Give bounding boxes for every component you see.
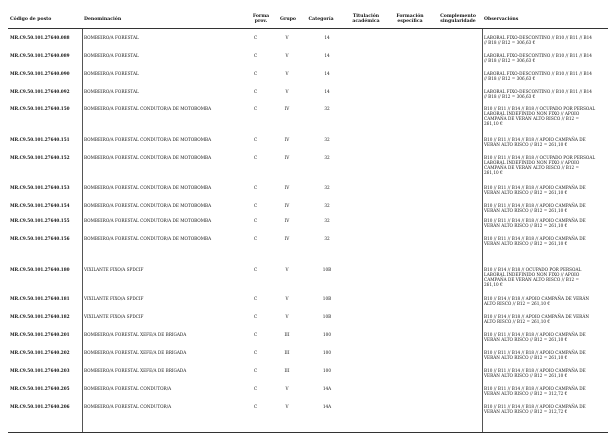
observation-line: 261,10 €: [484, 170, 503, 176]
post-denomination: BOMBEIRO/A FORESTAL XEFE/A DE BRIGADA: [84, 368, 187, 373]
post-observations: [484, 185, 608, 195]
post-group: V: [285, 89, 289, 94]
post-observations: [484, 53, 608, 63]
post-provision-form: C: [254, 236, 258, 241]
post-category: 100: [323, 332, 331, 337]
post-category: 32: [324, 106, 330, 111]
observation-line: B10 // B11 // B14 // B18 // APOIO CAMPAÑA DE: [484, 236, 586, 241]
post-denomination: BOMBEIRO/A FORESTAL CONDUTOR/A DE MOTOBOMBA: [84, 236, 212, 241]
post-code: MR.C9.50.101.27640.089: [10, 53, 70, 58]
header-codigo: Código de posto: [10, 17, 52, 22]
header-rule: [8, 28, 608, 29]
post-code: MR.C9.50.101.27640.206: [10, 404, 70, 409]
header-formacion-line1: Formación: [396, 14, 424, 19]
post-observations: [484, 236, 608, 246]
post-observations: [484, 203, 608, 213]
post-category: 10B: [322, 296, 332, 301]
post-code: MR.C9.50.101.27640.205: [10, 386, 70, 391]
post-observations: [484, 267, 608, 287]
observation-line: LABORAL INDEFINIDO NON FIXO // APOIO: [484, 272, 580, 278]
post-observations: [484, 106, 608, 126]
header-titulacion: [352, 14, 379, 24]
post-provision-form: C: [254, 155, 258, 160]
post-denomination: VIXILANTE FIXO/A SPDCIF: [84, 296, 144, 301]
header-titulacion-line1: Titulación: [352, 14, 380, 19]
post-observations: [484, 332, 608, 342]
post-category: 32: [324, 185, 330, 190]
post-observations: [484, 35, 608, 45]
post-observations: [484, 368, 608, 378]
post-category: 100: [323, 368, 331, 373]
post-group: V: [285, 53, 289, 58]
post-denomination: BOMBEIRO/A FORESTAL CONDUTOR/A DE MOTOBOMBA: [84, 106, 212, 111]
observation-line: B10 // B14 // B18 // APOIO CAMPAÑA DE VERÁN: [484, 296, 590, 301]
post-provision-form: C: [254, 89, 258, 94]
post-group: V: [285, 35, 289, 40]
post-group: III: [284, 332, 290, 337]
post-group: IV: [284, 236, 290, 241]
post-denomination: VIXILANTE FIXO/A SPDCIF: [84, 314, 144, 319]
header-forma: [253, 14, 269, 24]
observation-line: VERÁN ALTO RISCO // B12 = 261,10 €: [484, 373, 568, 379]
post-denomination: BOMBEIRO/A FORESTAL CONDUTOR/A DE MOTOBOMBA: [84, 218, 212, 223]
post-code: MR.C9.50.101.27640.151: [10, 137, 70, 142]
post-code: MR.C9.50.101.27640.153: [10, 185, 70, 190]
post-denomination: VIXILANTE FIXO/A SPDCIF: [84, 267, 144, 272]
post-provision-form: C: [254, 332, 258, 337]
observation-line: 261,10 €: [484, 121, 503, 127]
header-titulacion-line2: académica: [352, 19, 380, 25]
observation-line: 261,10 €: [484, 282, 503, 288]
post-code: MR.C9.50.101.27640.180: [10, 267, 70, 272]
post-code: MR.C9.50.101.27640.154: [10, 203, 70, 208]
post-provision-form: C: [254, 137, 258, 142]
observation-line: LABORAL FIXO-DESCONTINO // B10 // B11 // B14: [484, 53, 592, 58]
post-code: MR.C9.50.101.27640.090: [10, 71, 70, 76]
post-provision-form: C: [254, 203, 258, 208]
post-observations: [484, 296, 608, 306]
observation-line: B10 // B11 // B14 // B18 // APOIO CAMPAÑA DE: [484, 368, 586, 373]
observation-line: // B18 // B12 = 306,63 €: [484, 58, 536, 64]
post-group: V: [285, 296, 289, 301]
observation-line: LABORAL INDEFINIDO NON FIXO // APOIO: [484, 111, 580, 117]
observation-line: B10 // B11 // B14 // B18 // APOIO CAMPAÑA DE: [484, 350, 586, 355]
observation-line: B10 // B11 // B14 // B18 // APOIO CAMPAÑA DE: [484, 386, 586, 391]
post-denomination: BOMBEIRO/A FORESTAL: [84, 71, 139, 76]
post-category: 32: [324, 203, 330, 208]
post-code: MR.C9.50.101.27640.152: [10, 155, 70, 160]
post-denomination: BOMBEIRO/A FORESTAL: [84, 35, 139, 40]
header-complemento-line1: Complemento: [440, 14, 476, 19]
post-observations: [484, 404, 608, 414]
post-category: 14: [324, 89, 330, 94]
post-provision-form: C: [254, 404, 258, 409]
post-provision-form: C: [254, 350, 258, 355]
post-code: MR.C9.50.101.27640.092: [10, 89, 70, 94]
post-code: MR.C9.50.101.27640.181: [10, 296, 70, 301]
observation-line: LABORAL INDEFINIDO NON FIXO // APOIO: [484, 160, 580, 166]
observation-line: B10 // B11 // B14 // B18 // APOIO CAMPAÑA DE: [484, 137, 586, 142]
post-group: IV: [284, 106, 290, 111]
post-denomination: BOMBEIRO/A FORESTAL XEFE/A DE BRIGADA: [84, 350, 187, 355]
post-category: 14: [324, 35, 330, 40]
observation-line: B10 // B11 // B14 // B18 // APOIO CAMPAÑA DE: [484, 404, 586, 409]
header-complemento-line2: singularidade: [440, 19, 476, 25]
header-observaciones: Observacións: [484, 17, 519, 22]
post-provision-form: C: [254, 368, 258, 373]
post-observations: [484, 386, 608, 396]
post-code: MR.C9.50.101.27640.182: [10, 314, 70, 319]
post-code: MR.C9.50.101.27640.155: [10, 218, 70, 223]
observation-line: VERÁN ALTO RISCO // B12 = 261,10 €: [484, 142, 568, 148]
post-denomination: BOMBEIRO/A FORESTAL CONDUTOR/A: [84, 386, 172, 391]
post-denomination: BOMBEIRO/A FORESTAL CONDUTOR/A DE MOTOBOMBA: [84, 203, 212, 208]
post-provision-form: C: [254, 386, 258, 391]
post-provision-form: C: [254, 185, 258, 190]
observation-line: VERÁN ALTO RISCO // B12 = 261,10 €: [484, 190, 568, 196]
column-divider: [82, 29, 83, 432]
observation-line: B10 // B11 // B14 // B18 // APOIO CAMPAÑA DE: [484, 218, 586, 223]
observation-line: LABORAL FIXO-DESCONTINO // B10 // B11 // B14: [484, 89, 592, 94]
post-group: IV: [284, 155, 290, 160]
post-group: IV: [284, 218, 290, 223]
observation-line: // B18 // B12 = 306,63 €: [484, 94, 536, 100]
post-provision-form: C: [254, 35, 258, 40]
observation-line: LABORAL FIXO-DESCONTINO // B10 // B11 // B14: [484, 35, 592, 40]
observation-line: VERÁN ALTO RISCO // B12 = 261,10 €: [484, 337, 568, 343]
post-category: 14: [324, 53, 330, 58]
post-code: MR.C9.50.101.27640.201: [10, 332, 70, 337]
post-denomination: BOMBEIRO/A FORESTAL CONDUTOR/A: [84, 404, 172, 409]
header-formacion-line2: específica: [397, 19, 423, 25]
observation-line: ALTO RISCO // B12 = 261,10 €: [484, 301, 551, 307]
post-provision-form: C: [254, 267, 258, 272]
post-code: MR.C9.50.101.27640.088: [10, 35, 70, 40]
header-denominacion: Denominación: [84, 17, 122, 22]
observation-line: CAMPAÑA DE VERÁN ALTO RISCO // B12 =: [484, 116, 580, 122]
post-provision-form: C: [254, 218, 258, 223]
observation-line: // B18 // B12 = 306,63 €: [484, 40, 536, 46]
observation-line: VERÁN ALTO RISCO // B12 = 312,72 €: [484, 409, 568, 415]
post-denomination: BOMBEIRO/A FORESTAL: [84, 53, 139, 58]
post-observations: [484, 155, 608, 175]
post-provision-form: C: [254, 106, 258, 111]
header-grupo: Grupo: [280, 17, 296, 22]
post-code: MR.C9.50.101.27640.202: [10, 350, 70, 355]
post-observations: [484, 350, 608, 360]
post-group: IV: [284, 185, 290, 190]
post-provision-form: C: [254, 314, 258, 319]
post-observations: [484, 314, 608, 324]
post-denomination: BOMBEIRO/A FORESTAL CONDUTOR/A DE MOTOBOMBA: [84, 185, 212, 190]
observation-line: B10 // B11 // B14 // B18 // APOIO CAMPAÑA DE: [484, 185, 586, 190]
post-denomination: BOMBEIRO/A FORESTAL CONDUTOR/A DE MOTOBOMBA: [84, 155, 212, 160]
post-category: 14A: [322, 386, 332, 391]
post-category: 32: [324, 137, 330, 142]
post-denomination: BOMBEIRO/A FORESTAL XEFE/A DE BRIGADA: [84, 332, 187, 337]
post-code: MR.C9.50.101.27640.156: [10, 236, 70, 241]
footer-rule: [8, 432, 608, 433]
post-category: 14A: [322, 404, 332, 409]
post-provision-form: C: [254, 53, 258, 58]
post-observations: [484, 137, 608, 147]
post-group: IV: [284, 203, 290, 208]
post-category: 10B: [322, 267, 332, 272]
observation-line: CAMPAÑA DE VERÁN ALTO RISCO // B12 =: [484, 277, 580, 283]
post-group: V: [285, 314, 289, 319]
column-divider: [482, 29, 483, 432]
observation-line: CAMPAÑA DE VERÁN ALTO RISCO // B12 =: [484, 165, 580, 171]
observation-line: VERÁN ALTO RISCO // B12 = 261,10 €: [484, 355, 568, 361]
post-category: 32: [324, 155, 330, 160]
observation-line: B10 // B11 // B14 // B18 // OCUPADO POR PERSOAL: [484, 106, 596, 111]
post-denomination: BOMBEIRO/A FORESTAL: [84, 89, 139, 94]
post-code: MR.C9.50.101.27640.150: [10, 106, 70, 111]
observation-line: VERÁN ALTO RISCO // B12 = 261,10 €: [484, 223, 568, 229]
post-group: V: [285, 386, 289, 391]
observation-line: ALTO RISCO // B12 = 261,10 €: [484, 319, 551, 325]
observation-line: LABORAL FIXO-DESCONTINO // B10 // B11 // B14: [484, 71, 592, 76]
post-category: 100: [323, 350, 331, 355]
header-complemento: [440, 14, 476, 24]
post-provision-form: C: [254, 71, 258, 76]
observation-line: VERÁN ALTO RISCO // B12 = 261,10 €: [484, 208, 568, 214]
post-category: 10B: [322, 314, 332, 319]
observation-line: B10 // B11 // B14 // B18 // APOIO CAMPAÑA DE: [484, 203, 586, 208]
observation-line: B10 // B14 // B18 // APOIO CAMPAÑA DE VERÁN: [484, 314, 590, 319]
post-category: 14: [324, 71, 330, 76]
post-observations: [484, 89, 608, 99]
observation-line: B10 // B11 // B14 // B18 // OCUPADO POR PERSOAL: [484, 155, 596, 160]
post-category: 32: [324, 218, 330, 223]
post-group: V: [285, 404, 289, 409]
post-code: MR.C9.50.101.27640.203: [10, 368, 70, 373]
post-group: III: [284, 368, 290, 373]
post-group: V: [285, 71, 289, 76]
post-group: III: [284, 350, 290, 355]
post-provision-form: C: [254, 296, 258, 301]
observation-line: VERÁN ALTO RISCO // B12 = 261,10 €: [484, 241, 568, 247]
header-categoria: Categoría: [308, 17, 334, 22]
observation-line: // B18 // B12 = 306,63 €: [484, 76, 536, 82]
observation-line: VERÁN ALTO RISCO // B12 = 312,72 €: [484, 391, 568, 397]
post-observations: [484, 218, 608, 228]
post-denomination: BOMBEIRO/A FORESTAL CONDUTOR/A DE MOTOBOMBA: [84, 137, 212, 142]
post-group: V: [285, 267, 289, 272]
post-category: 32: [324, 236, 330, 241]
header-forma-line2: prov.: [254, 19, 268, 25]
observation-line: B10 // B14 // B18 // OCUPADO POR PERSOAL: [484, 267, 582, 272]
header-forma-line1: Forma: [252, 14, 270, 19]
post-observations: [484, 71, 608, 81]
header-formacion: [396, 14, 423, 24]
post-group: IV: [284, 137, 290, 142]
observation-line: B10 // B11 // B14 // B18 // APOIO CAMPAÑA DE: [484, 332, 586, 337]
